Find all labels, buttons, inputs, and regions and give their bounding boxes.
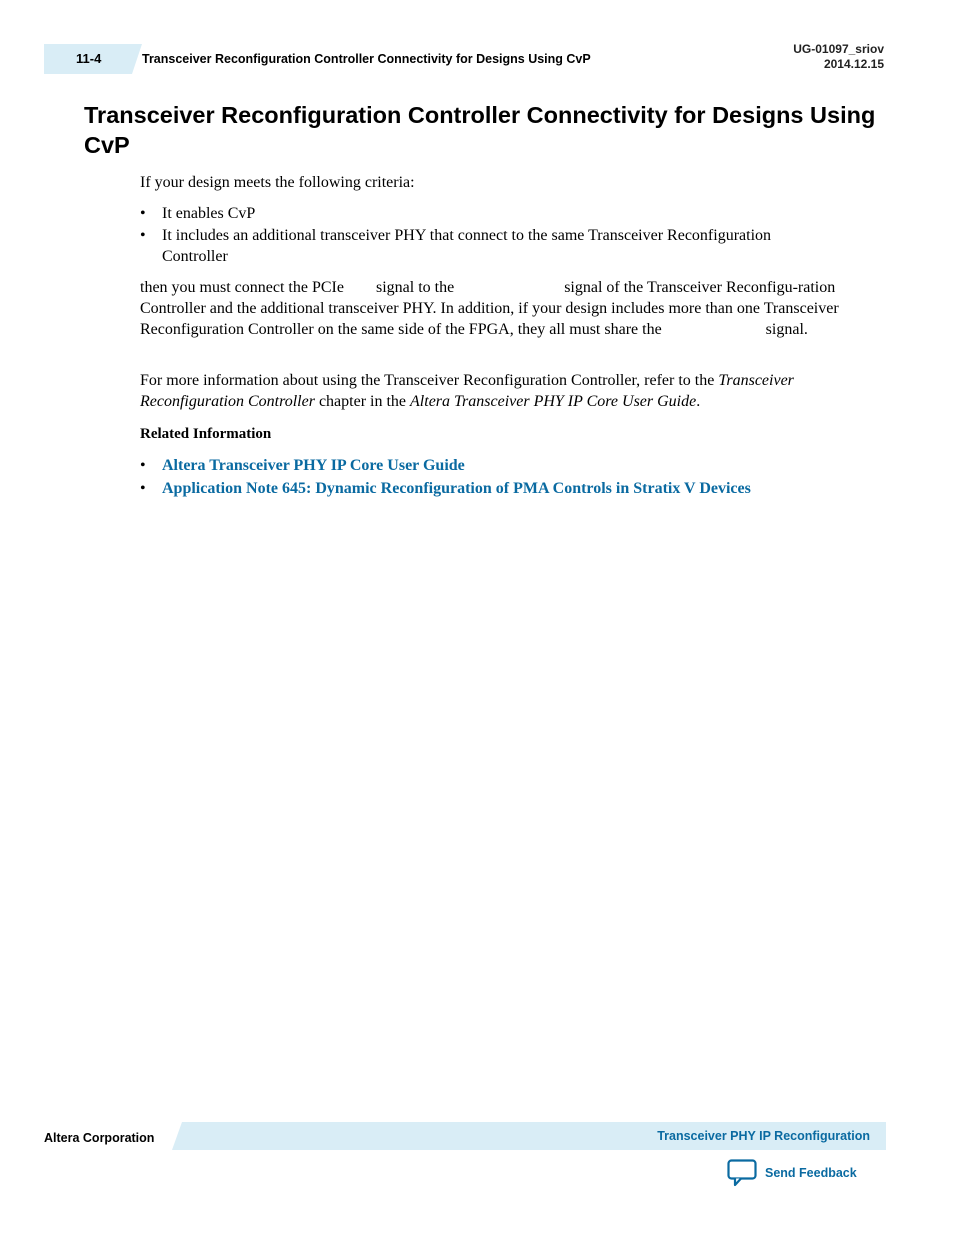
list-item (140, 478, 860, 500)
section-title: Transceiver Reconfiguration Controller Connectivity for Designs Using CvP (84, 102, 876, 158)
doc-id: UG-01097_sriov (793, 42, 884, 56)
guide-reference: Altera Transceiver PHY IP Core User Guide (410, 393, 697, 410)
list-item (140, 455, 860, 477)
running-title: Transceiver Reconfiguration Controller Connectivity for Designs Using CvP (142, 52, 591, 66)
list-item: • It enables CvP (140, 203, 840, 224)
para-text: then you must connect the PCIe (140, 279, 344, 296)
chapter-reference: Transceiver Reconfiguration Controller (140, 372, 794, 410)
link-phy-user-guide[interactable]: Altera Transceiver PHY IP Core User Guide (162, 457, 465, 474)
list-item: • It includes an additional transceiver PHY that connect to the same Transceiver Reconfiguration Controller (140, 225, 840, 267)
para-text: For more information about using the Transceiver Reconfiguration Controller, refer to the (140, 372, 715, 389)
doc-date: 2014.12.15 (823, 57, 884, 71)
criteria-list (140, 203, 840, 268)
send-feedback-label: Send Feedback (765, 1166, 857, 1180)
intro-paragraph: If your design meets the following criteria: (140, 174, 415, 191)
para-text: . (696, 393, 701, 410)
related-heading: Related Information (140, 426, 272, 442)
link-app-note-645[interactable]: Application Note 645: Dynamic Reconfiguration of PMA Controls in Stratix V Devices (162, 480, 751, 497)
para-text: signal of the Transceiver Reconfigu-ration Controller and the additional transceiver PHY. In addition, if your design includes more than one Transceiver Reconfiguration Controller on the same side of the FPGA, they all must share the (140, 279, 839, 338)
send-feedback-button[interactable] (727, 1159, 857, 1187)
related-links (140, 455, 860, 501)
footer-section-name: Transceiver PHY IP Reconfiguration (657, 1129, 870, 1143)
footer-bar (182, 1122, 886, 1150)
doc-info (793, 42, 884, 72)
company-name: Altera Corporation (44, 1131, 155, 1145)
reference-paragraph (140, 370, 862, 412)
chapter-number: 11-4 (76, 51, 102, 66)
para-text: chapter in the (318, 393, 407, 410)
connection-paragraph (140, 277, 862, 340)
para-text: signal. (765, 321, 808, 338)
speech-bubble-icon (727, 1159, 757, 1187)
para-text: signal to the (375, 279, 455, 296)
